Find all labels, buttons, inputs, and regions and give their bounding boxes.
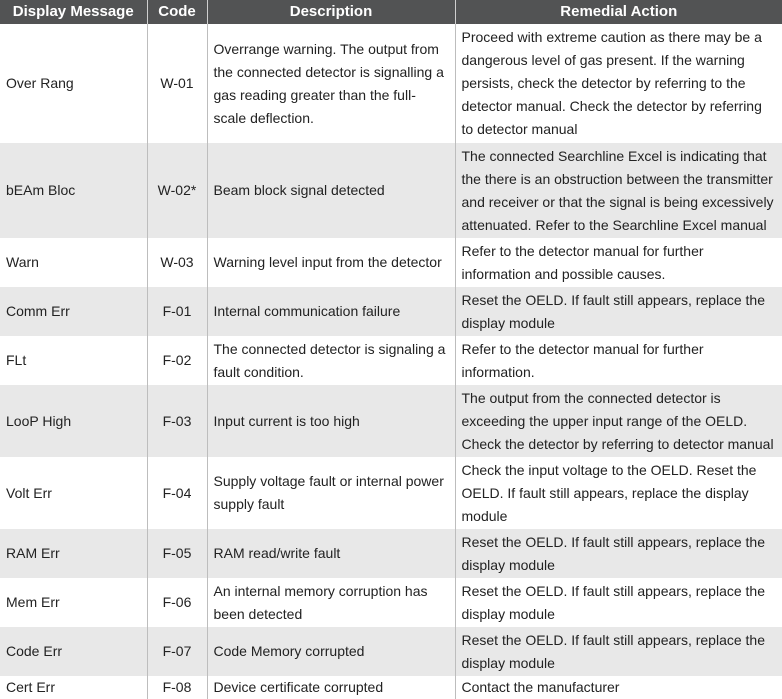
table-body	[0, 24, 782, 699]
cell-display-message: Comm Err	[0, 287, 147, 336]
cell-description: Overrange warning. The output from the connected detector is signalling a gas reading greater than the full-scale deflection.	[207, 24, 455, 143]
cell-code: F-05	[147, 529, 207, 578]
table-row	[0, 627, 782, 676]
table-row	[0, 385, 782, 457]
cell-description: Code Memory corrupted	[207, 627, 455, 676]
cell-remedial-action: Refer to the detector manual for further information.	[455, 336, 782, 385]
cell-display-message: Code Err	[0, 627, 147, 676]
cell-remedial-action: Refer to the detector manual for further information and possible causes.	[455, 238, 782, 287]
cell-display-message: Cert Err	[6, 679, 55, 695]
cell-display-message: Warn	[6, 254, 39, 270]
table-row	[0, 336, 782, 385]
header-description: Description	[207, 0, 455, 24]
cell-code: W-03	[147, 238, 207, 287]
cell-display-message: bEAm Bloc	[0, 143, 147, 238]
header-code: Code	[147, 0, 207, 24]
cell-description: Device certificate corrupted	[207, 676, 455, 699]
table-row	[0, 529, 782, 578]
cell-code: F-07	[147, 627, 207, 676]
cell-code: W-02*	[147, 143, 207, 238]
cell-code: F-06	[147, 578, 207, 627]
table-row	[0, 24, 782, 143]
cell-display-message: Volt Err	[6, 484, 52, 501]
table-row	[0, 143, 782, 238]
cell-description: An internal memory corruption has been detected	[207, 578, 455, 627]
table-row	[0, 287, 782, 336]
cell-code: F-08	[147, 676, 207, 699]
cell-description: The connected detector is signaling a fault condition.	[207, 336, 455, 385]
header-row	[0, 0, 782, 24]
cell-description: Beam block signal detected	[207, 143, 455, 238]
header-display-message: Display Message	[0, 0, 147, 24]
table-row	[0, 676, 782, 699]
table-row	[0, 457, 782, 529]
cell-description: Supply voltage fault or internal power supply fault	[207, 457, 455, 529]
cell-remedial-action: Contact the manufacturer	[455, 676, 782, 699]
table-row	[0, 578, 782, 627]
cell-remedial-action: Reset the OELD. If fault still appears, replace the display module	[455, 627, 782, 676]
cell-remedial-action: Reset the OELD. If fault still appears, replace the display module	[455, 578, 782, 627]
cell-code: F-03	[147, 385, 207, 457]
cell-description: RAM read/write fault	[207, 529, 455, 578]
cell-code: W-01	[147, 24, 207, 143]
cell-code: F-04	[147, 457, 207, 529]
cell-description: Warning level input from the detector	[207, 238, 455, 287]
cell-remedial-action: Reset the OELD. If fault still appears, replace the display module	[455, 287, 782, 336]
cell-remedial-action: The connected Searchline Excel is indicating that the there is an obstruction between the transmitter and receiver or that the signal is being excessively attenuated. Refer to the Searchline Excel manual	[455, 143, 782, 238]
header-remedial-action: Remedial Action	[455, 0, 782, 24]
cell-display-message: Mem Err	[6, 594, 60, 610]
cell-remedial-action: Check the input voltage to the OELD. Reset the OELD. If fault still appears, replace the display module	[455, 457, 782, 529]
table-row	[0, 238, 782, 287]
cell-display-message: LooP High	[0, 385, 147, 457]
cell-display-message: FLt	[6, 352, 27, 368]
cell-display-message: RAM Err	[0, 529, 147, 578]
cell-description: Internal communication failure	[207, 287, 455, 336]
cell-description: Input current is too high	[207, 385, 455, 457]
table-header	[0, 0, 782, 24]
cell-code: F-02	[147, 336, 207, 385]
cell-remedial-action: Reset the OELD. If fault still appears, replace the display module	[455, 529, 782, 578]
cell-remedial-action: The output from the connected detector is exceeding the upper input range of the OELD. Check the detector by referring to detector manual	[455, 385, 782, 457]
cell-remedial-action: Proceed with extreme caution as there may be a dangerous level of gas present. If the warning persists, check the detector by referring to the detector manual. Check the detector by referring to detector manual	[455, 24, 782, 143]
cell-code: F-01	[147, 287, 207, 336]
cell-display-message: Over Rang	[6, 75, 74, 91]
